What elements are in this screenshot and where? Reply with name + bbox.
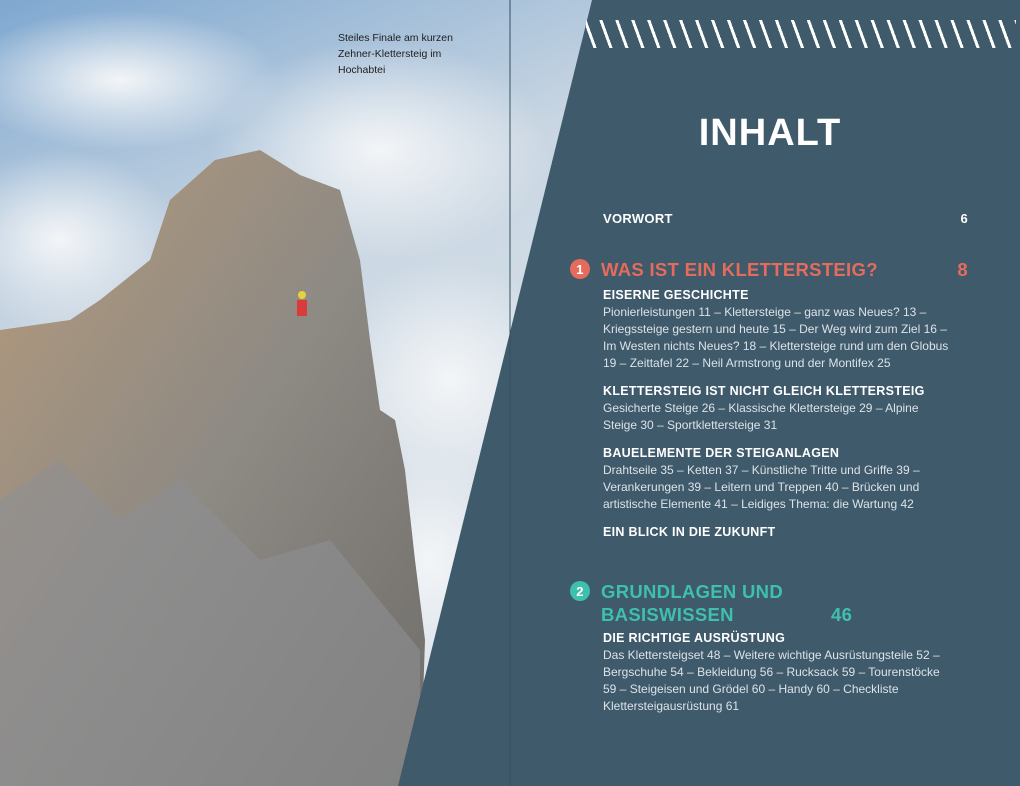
section-entries: Das Klettersteigset 48 – Weitere wichtige Ausrüstungsteile 52 – Bergschuhe 54 – Bekleidung 56 – Rucksack 59 – Tourenstöcke 59 – Steigeisen und Grödel 60 – Handy 60 – Checkliste Klettersteigausrüstung 61: [603, 648, 940, 713]
toc-section: [603, 630, 968, 715]
toc-section: [603, 445, 968, 513]
section-heading: KLETTERSTEIG IST NICHT GLEICH KLETTERSTEIG: [603, 384, 925, 398]
caption-line: Hochabtei: [338, 64, 386, 76]
photo-caption: [338, 30, 478, 78]
section-heading: BAUELEMENTE DER STEIGANLAGEN: [603, 446, 840, 460]
section-entries: Gesicherte Steige 26 – Klassische Klettersteige 29 – Alpine Steige 30 – Sportklettersteige 31: [603, 401, 919, 432]
caption-line: Zehner-Klettersteig im: [338, 48, 442, 60]
chapter-page: 46: [831, 604, 853, 625]
decorative-stripes: [586, 20, 1016, 48]
vorwort-page: 6: [960, 211, 968, 226]
section-heading: DIE RICHTIGE AUSRÜSTUNG: [603, 631, 786, 645]
chapter-title: WAS IST EIN KLETTERSTEIG?: [601, 259, 878, 280]
vorwort-label: VORWORT: [603, 211, 673, 226]
section-entries: Drahtseile 35 – Ketten 37 – Künstliche Tritte und Griffe 39 – Verankerungen 39 – Leitern und Treppen 40 – Brücken und artistische Elemente 41 – Leidiges Thema: die Wartung 42: [603, 463, 920, 511]
section-heading: EIN BLICK IN DIE ZUKUNFT: [603, 525, 776, 539]
chapter-page: 8: [957, 259, 968, 280]
chapter-number-badge: 2: [570, 581, 590, 601]
section-heading: EISERNE GESCHICHTE: [603, 288, 749, 302]
chapter-number-badge: 1: [570, 259, 590, 279]
caption-line: Steiles Finale am kurzen: [338, 32, 453, 44]
chapter-title: GRUNDLAGEN UND BASISWISSEN: [601, 581, 784, 625]
toc-chapter-1: [570, 258, 968, 541]
page-title: INHALT: [698, 112, 842, 154]
toc-section: [603, 287, 968, 372]
toc-section: [603, 524, 968, 541]
toc-chapter-2: [570, 580, 968, 715]
toc-section: [603, 383, 968, 434]
toc-vorwort: [570, 211, 968, 226]
section-entries: Pionierleistungen 11 – Klettersteige – ganz was Neues? 13 – Kriegssteige gestern und heute 15 – Der Weg wird zum Ziel 16 – Im Westen nichts Neues? 18 – Klettersteige rund um den Globus 19 – Zeittafel 22 – Neil Armstrong und der Montifex 25: [603, 305, 949, 370]
